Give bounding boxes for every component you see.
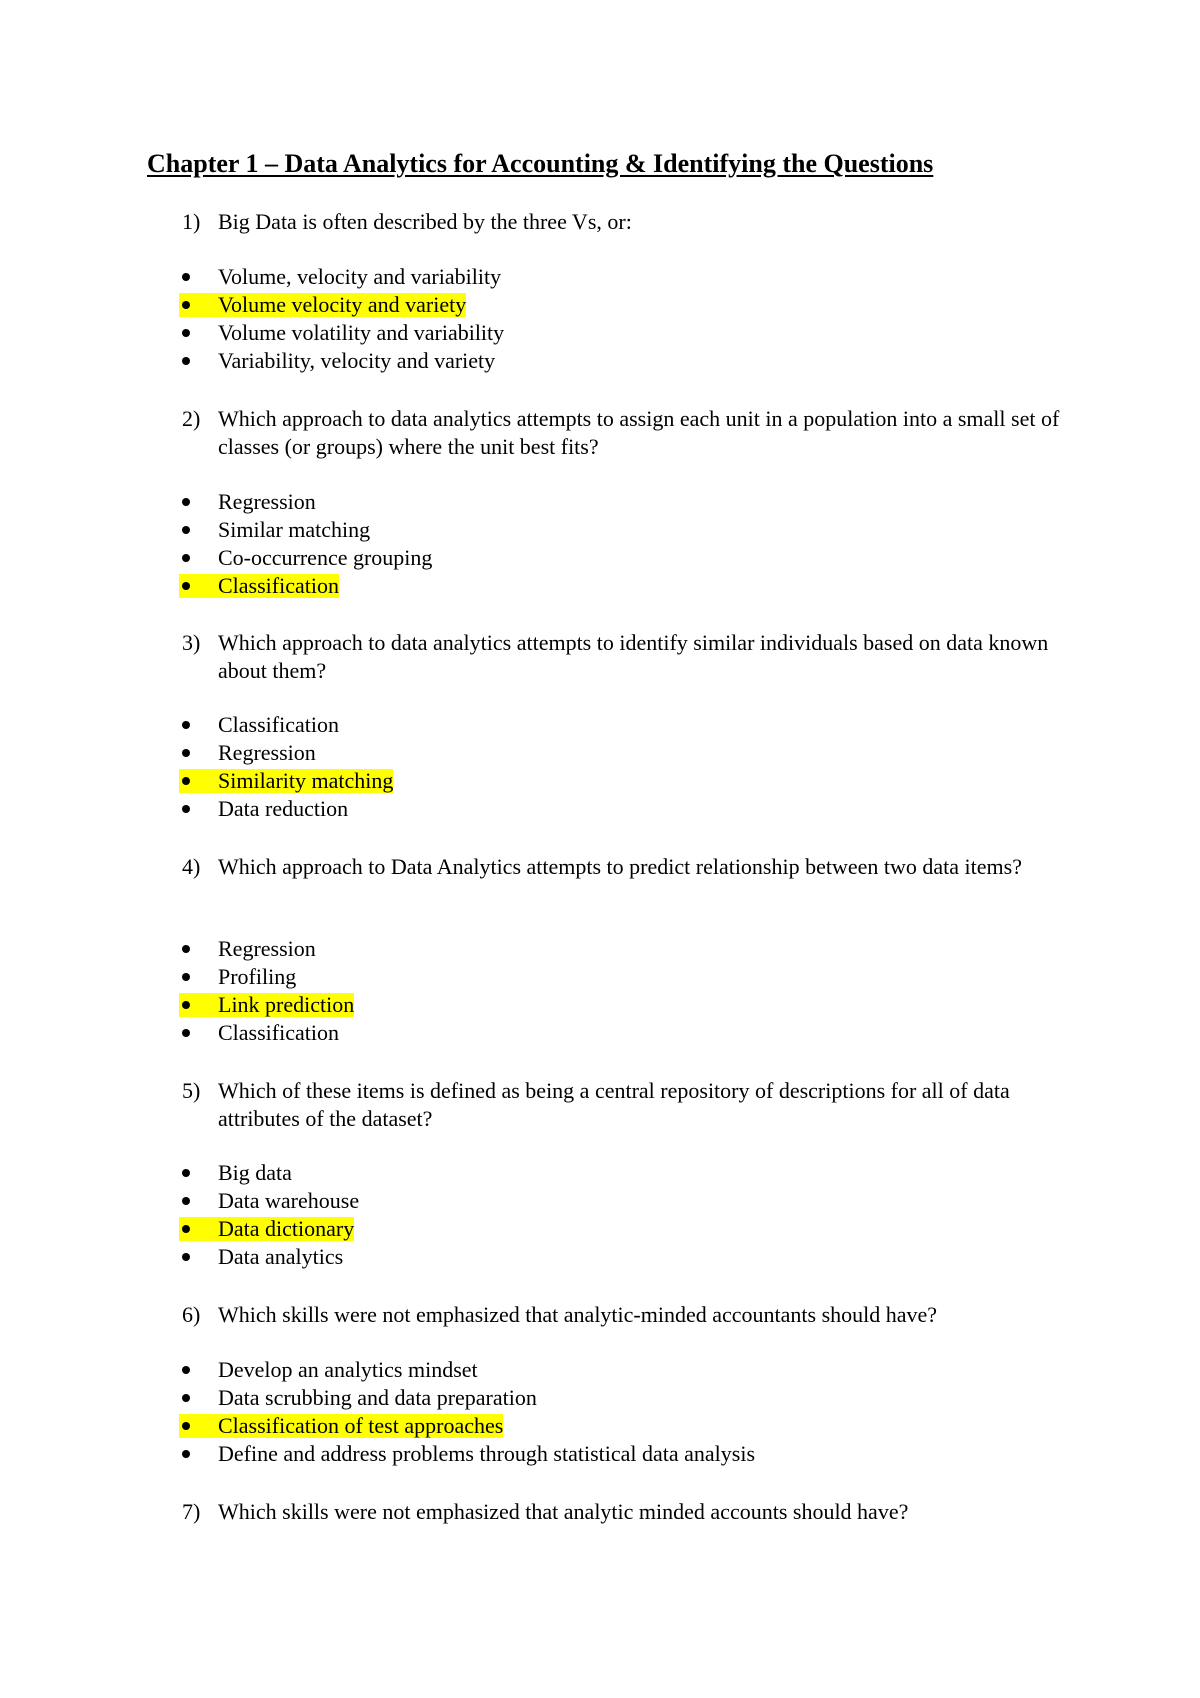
chapter-title: Chapter 1 – Data Analytics for Accounting & Identifying the Questions xyxy=(147,149,934,178)
option-text: Develop an analytics mindset xyxy=(218,1357,478,1382)
question-2-options xyxy=(182,488,1082,600)
question-text: Which skills were not emphasized that analytic minded accounts should have? xyxy=(218,1499,909,1524)
option xyxy=(182,347,1082,375)
highlighted-option xyxy=(182,1215,1082,1243)
bullet-icon xyxy=(182,721,190,729)
option-text: Define and address problems through statistical data analysis xyxy=(218,1441,756,1466)
option-text: Regression xyxy=(218,936,316,961)
question-text: Which of these items is defined as being a central repository of descriptions for all of data attributes of the dataset? xyxy=(218,1078,1010,1131)
bullet-icon xyxy=(182,945,190,953)
highlighted-option xyxy=(182,291,1082,319)
option xyxy=(182,1356,1082,1384)
option-text: Data dictionary xyxy=(218,1216,355,1241)
option-text: Data scrubbing and data preparation xyxy=(218,1385,537,1410)
question-text: Which skills were not emphasized that analytic-minded accountants should have? xyxy=(218,1302,938,1327)
bullet-icon xyxy=(182,1422,190,1430)
question-number: 5) xyxy=(182,1078,201,1103)
bullet-icon xyxy=(182,273,190,281)
option-text: Regression xyxy=(218,740,316,765)
question-1 xyxy=(182,208,1082,236)
option-text: Similar matching xyxy=(218,517,371,542)
question-1-options xyxy=(182,263,1082,375)
option-text: Link prediction xyxy=(218,992,355,1017)
option-text: Big data xyxy=(218,1160,292,1185)
option xyxy=(182,711,1082,739)
option xyxy=(182,1384,1082,1412)
option xyxy=(182,544,1082,572)
option xyxy=(182,1440,1082,1468)
option-text: Classification xyxy=(218,573,339,598)
question-number: 7) xyxy=(182,1499,201,1524)
bullet-icon xyxy=(182,805,190,813)
bullet-icon xyxy=(182,749,190,757)
question-3-options xyxy=(182,711,1082,823)
question-text: Which approach to data analytics attempts to assign each unit in a population into a small set of classes (or groups) where the unit best fits? xyxy=(218,406,1060,459)
option xyxy=(182,488,1082,516)
question-2 xyxy=(182,405,1082,461)
question-4 xyxy=(182,853,1082,881)
option-text: Similarity matching xyxy=(218,768,394,793)
highlighted-option xyxy=(182,767,1082,795)
bullet-icon xyxy=(182,973,190,981)
option xyxy=(182,516,1082,544)
option-text: Volume velocity and variety xyxy=(218,292,467,317)
question-5 xyxy=(182,1077,1082,1133)
question-number: 4) xyxy=(182,854,201,879)
option-text: Co-occurrence grouping xyxy=(218,545,433,570)
question-3 xyxy=(182,629,1082,685)
question-number: 3) xyxy=(182,630,201,655)
option xyxy=(182,1243,1082,1271)
bullet-icon xyxy=(182,1366,190,1374)
highlighted-option xyxy=(182,991,1082,1019)
option xyxy=(182,795,1082,823)
bullet-icon xyxy=(182,582,190,590)
bullet-icon xyxy=(182,1394,190,1402)
question-7 xyxy=(182,1498,1082,1526)
bullet-icon xyxy=(182,777,190,785)
option xyxy=(182,935,1082,963)
question-number: 2) xyxy=(182,406,201,431)
bullet-icon xyxy=(182,357,190,365)
question-number: 6) xyxy=(182,1302,201,1327)
bullet-icon xyxy=(182,1253,190,1261)
option-text: Profiling xyxy=(218,964,297,989)
highlighted-option xyxy=(182,572,1082,600)
question-6 xyxy=(182,1301,1082,1329)
option-text: Classification of test approaches xyxy=(218,1413,504,1438)
option-text: Data analytics xyxy=(218,1244,344,1269)
bullet-icon xyxy=(182,1001,190,1009)
option-text: Volume, velocity and variability xyxy=(218,264,502,289)
bullet-icon xyxy=(182,1450,190,1458)
option xyxy=(182,1187,1082,1215)
bullet-icon xyxy=(182,498,190,506)
bullet-icon xyxy=(182,1029,190,1037)
option-text: Data reduction xyxy=(218,796,349,821)
bullet-icon xyxy=(182,329,190,337)
option-text: Data warehouse xyxy=(218,1188,360,1213)
option xyxy=(182,263,1082,291)
question-number: 1) xyxy=(182,209,201,234)
bullet-icon xyxy=(182,1225,190,1233)
option-text: Regression xyxy=(218,489,316,514)
option-text: Classification xyxy=(218,1020,339,1045)
highlighted-option xyxy=(182,1412,1082,1440)
option xyxy=(182,1019,1082,1047)
bullet-icon xyxy=(182,526,190,534)
option xyxy=(182,963,1082,991)
question-5-options xyxy=(182,1159,1082,1271)
option xyxy=(182,739,1082,767)
bullet-icon xyxy=(182,554,190,562)
question-6-options xyxy=(182,1356,1082,1468)
question-text: Which approach to data analytics attempts to identify similar individuals based on data known about them? xyxy=(218,630,1049,683)
question-text: Which approach to Data Analytics attempts to predict relationship between two data items? xyxy=(218,854,1022,879)
option xyxy=(182,319,1082,347)
option xyxy=(182,1159,1082,1187)
question-text: Big Data is often described by the three Vs, or: xyxy=(218,209,632,234)
option-text: Classification xyxy=(218,712,339,737)
bullet-icon xyxy=(182,1169,190,1177)
option-text: Volume volatility and variability xyxy=(218,320,505,345)
option-text: Variability, velocity and variety xyxy=(218,348,496,373)
bullet-icon xyxy=(182,301,190,309)
question-4-options xyxy=(182,935,1082,1047)
bullet-icon xyxy=(182,1197,190,1205)
